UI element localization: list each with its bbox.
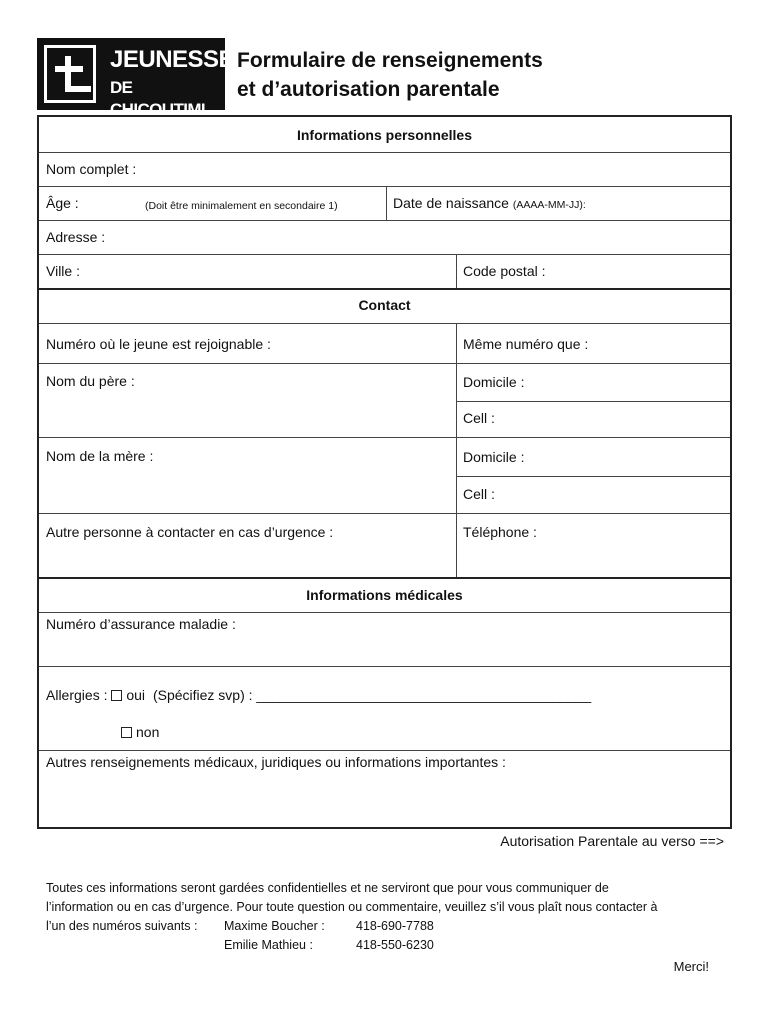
birth-date-format: (AAAA-MM-JJ): — [512, 199, 586, 211]
contact-name-2: Emilie Mathieu : — [224, 938, 313, 952]
full-name-label: Nom complet : — [46, 161, 137, 177]
organization-logo — [37, 38, 235, 119]
same-number-label: Même numéro que : — [463, 336, 589, 352]
allergies-row — [46, 686, 591, 704]
father-name-label: Nom du père : — [46, 373, 135, 389]
allergies-no-checkbox[interactable] — [121, 727, 132, 738]
age-label: Âge : — [46, 195, 79, 211]
birth-date-label — [393, 194, 586, 214]
father-home-label: Domicile : — [463, 374, 525, 390]
address-label: Adresse : — [46, 229, 106, 245]
form-table — [37, 115, 732, 829]
form-title-line1: Formulaire de renseignements — [237, 49, 543, 72]
youth-phone-label: Numéro où le jeune est rejoignable : — [46, 336, 271, 352]
father-cell-label: Cell : — [463, 410, 495, 426]
emergency-contact-label: Autre personne à contacter en cas d’urgence : — [46, 524, 334, 540]
form-title-line2: et d’autorisation parentale — [237, 78, 500, 101]
allergies-specify-field[interactable]: (Spécifiez svp) : ___________________________________________ — [152, 687, 592, 703]
allergies-no-row — [121, 723, 159, 741]
mother-cell-label: Cell : — [463, 486, 495, 502]
form-title — [237, 46, 543, 104]
allergies-yes-checkbox[interactable] — [111, 690, 122, 701]
logo-text-line1: JEUNESSE — [110, 46, 235, 73]
logo-text-line2: DE CHICOUTIMI — [110, 78, 206, 119]
footer-line2: l’information ou en cas d’urgence. Pour toute question ou commentaire, veuillez s’il vous plaît nous contacter à — [46, 900, 658, 914]
footer-line1: Toutes ces informations seront gardées confidentielles et ne serviront que pour vous communiquer de — [46, 881, 609, 895]
city-label: Ville : — [46, 263, 80, 279]
section-personal-header: Informations personnelles — [296, 127, 473, 143]
section-medical-header: Informations médicales — [306, 587, 463, 603]
footer-line3-prefix: l’un des numéros suivants : — [46, 919, 198, 933]
age-note: (Doit être minimalement en secondaire 1) — [145, 200, 338, 212]
verso-note: Autorisation Parentale au verso ==> — [500, 833, 724, 849]
health-insurance-label: Numéro d’assurance maladie : — [46, 616, 236, 632]
thanks-text: Merci! — [673, 959, 709, 974]
logo-cross-icon — [44, 45, 96, 103]
contact-phone-2: 418-550-6230 — [356, 938, 434, 952]
allergies-yes-label: oui — [126, 687, 146, 703]
contact-name-1: Maxime Boucher : — [224, 919, 325, 933]
contact-phone-1: 418-690-7788 — [356, 919, 434, 933]
allergies-no-label: non — [136, 724, 160, 740]
postal-code-label: Code postal : — [463, 263, 546, 279]
mother-home-label: Domicile : — [463, 449, 525, 465]
emergency-phone-label: Téléphone : — [463, 524, 537, 540]
mother-name-label: Nom de la mère : — [46, 448, 154, 464]
section-contact-header: Contact — [358, 297, 411, 313]
birth-date-label-text: Date de naissance — [393, 195, 509, 211]
allergies-label: Allergies : — [46, 687, 108, 703]
other-info-label: Autres renseignements médicaux, juridiques ou informations importantes : — [46, 754, 506, 770]
